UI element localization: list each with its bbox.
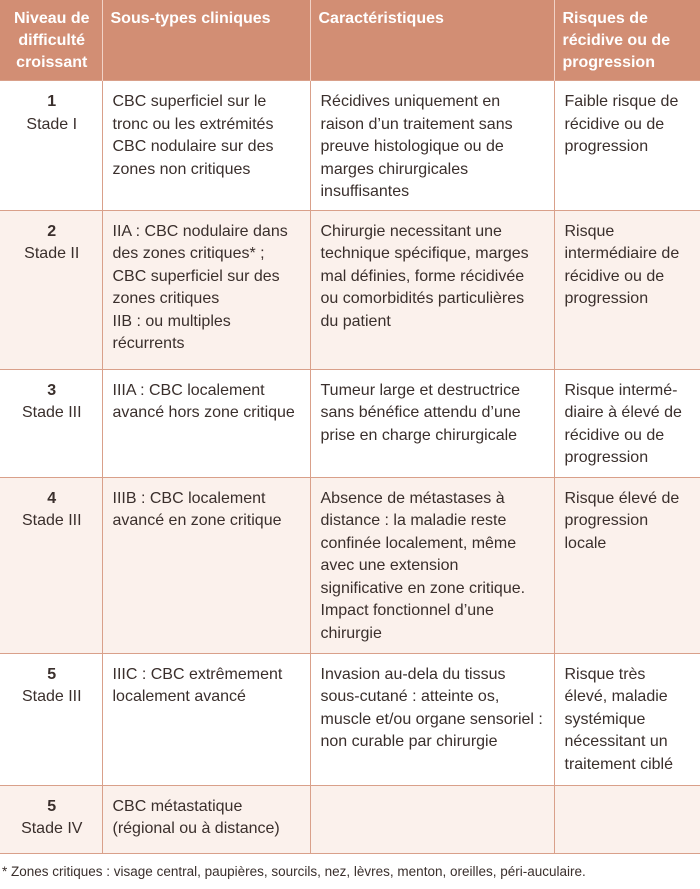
- level-number: 1: [47, 93, 57, 110]
- table-row: [0, 369, 700, 477]
- level-cell: [0, 210, 102, 369]
- level-number: 3: [47, 381, 57, 399]
- features-cell: Tumeur large et destructrice sans bénéfice attendu d’une prise en charge chirurgicale: [310, 369, 554, 477]
- table-row: [0, 477, 700, 653]
- risk-cell: Faible risque de récidive ou de progression: [554, 81, 700, 211]
- subtype-text: IIIC : CBC extrêmement localement avancé: [112, 665, 283, 705]
- stage-label: Stade IV: [21, 820, 83, 837]
- level-number: 2: [47, 222, 57, 240]
- subtype-text: IIA : CBC nodulaire dans des zones critiques* ;: [112, 222, 288, 262]
- risk-cell: Risque très élevé, maladie systémique nécessitant un traitement ciblé: [554, 653, 700, 785]
- stage-label: Stade III: [21, 688, 82, 705]
- footnote: * Zones critiques : visage central, paupières, sourcils, nez, lèvres, menton, oreilles, péri-auculaire.: [0, 853, 700, 879]
- subtype-text: CBC nodulaire sur des zones non critiques: [112, 138, 274, 178]
- table-row: [0, 785, 700, 853]
- header-features: Caractéristiques: [310, 0, 554, 81]
- header-row: [0, 0, 700, 81]
- header-level: Niveau de difficulté croissant: [0, 0, 102, 81]
- subtype-text: CBC superficiel sur le tronc ou les extrémités: [112, 93, 274, 133]
- level-number: 5: [47, 665, 57, 683]
- risk-cell: Risque intermé-diaire à élevé de récidive ou de progression: [554, 369, 700, 477]
- features-cell: Invasion au-dela du tissus sous-cutané : atteinte os, muscle et/ou organe sensoriel : non curable par chirurgie: [310, 653, 554, 785]
- level-number: 4: [47, 489, 57, 507]
- features-cell: Chirurgie necessitant une technique spécifique, marges mal définies, forme récidivée ou comorbidités particulières du patient: [310, 210, 554, 369]
- subtypes-cell: [102, 477, 310, 653]
- subtype-text: IIIB : CBC localement avancé en zone critique: [112, 489, 282, 529]
- stage-label: Stade III: [21, 404, 82, 421]
- header-risk: Risques de récidive ou de progression: [554, 0, 700, 81]
- subtypes-cell: [102, 785, 310, 853]
- header-subtypes: Sous-types cliniques: [102, 0, 310, 81]
- subtypes-cell: [102, 81, 310, 211]
- subtype-text: IIB : ou multiples récurrents: [112, 312, 231, 352]
- risk-cell: [554, 785, 700, 853]
- risk-cell: Risque élevé de progression locale: [554, 477, 700, 653]
- features-cell: Récidives uniquement en raison d’un traitement sans preuve histologique ou de marges chirurgicales insuffisantes: [310, 81, 554, 211]
- level-cell: [0, 477, 102, 653]
- table-row: [0, 210, 700, 369]
- subtypes-cell: [102, 210, 310, 369]
- level-cell: [0, 653, 102, 785]
- stage-label: Stade I: [26, 115, 78, 133]
- table-row: [0, 653, 700, 785]
- level-cell: [0, 785, 102, 853]
- stage-label: Stade III: [21, 512, 82, 529]
- stage-label: Stade II: [24, 245, 80, 262]
- subtype-text: CBC métastatique (régional ou à distance): [112, 797, 280, 837]
- level-number: 5: [47, 797, 57, 815]
- risk-cell: Risque intermédiaire de récidive ou de progression: [554, 210, 700, 369]
- subtypes-cell: [102, 369, 310, 477]
- level-cell: [0, 369, 102, 477]
- table-row: [0, 81, 700, 211]
- subtype-text: IIIA : CBC localement avancé hors zone critique: [112, 381, 295, 421]
- features-cell: Absence de métastases à distance : la maladie reste confinée localement, même avec une extension significative en zone critique. Impact fonctionnel d’une chirurgie: [310, 477, 554, 653]
- subtypes-cell: [102, 653, 310, 785]
- subtype-text: CBC superficiel sur des zones critiques: [112, 267, 280, 307]
- features-cell: [310, 785, 554, 853]
- level-cell: [0, 81, 102, 211]
